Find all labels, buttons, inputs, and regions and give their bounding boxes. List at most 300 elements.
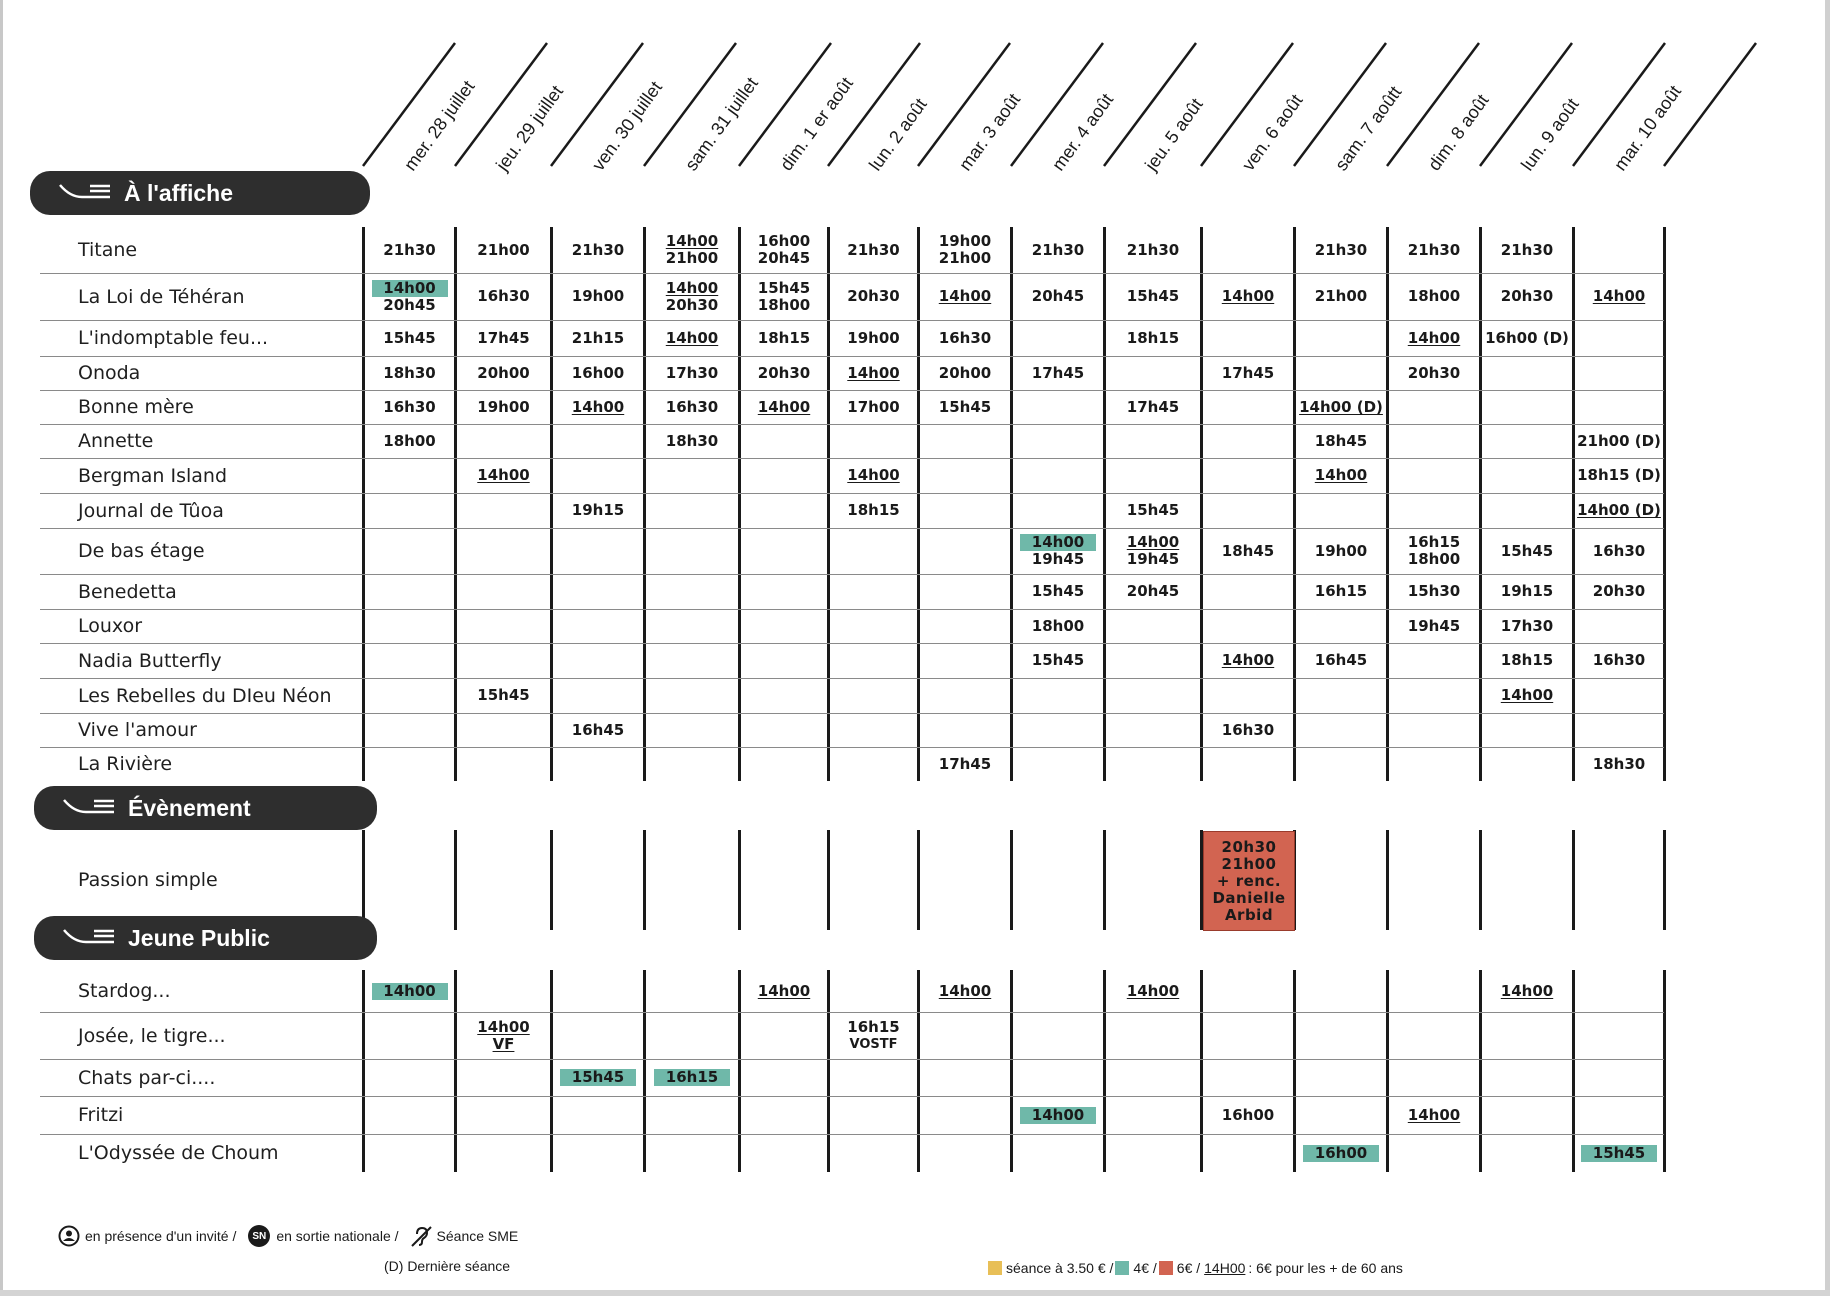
showtime-cell <box>1296 575 1386 608</box>
row-divider <box>40 747 1664 748</box>
showtime-cell <box>1106 274 1200 319</box>
showtime: 14h00 <box>1500 981 1554 1000</box>
day-label: mar. 3 août <box>955 89 1025 175</box>
column-divider <box>1103 830 1106 930</box>
showtime: 18h00 <box>1407 287 1461 305</box>
legend-senior-time: 14H00 <box>1204 1260 1246 1276</box>
showtime: 21h30 <box>1031 240 1085 259</box>
showtime-cell <box>1482 575 1572 608</box>
showtime: 14h00 <box>1592 287 1646 305</box>
date-header <box>0 0 1830 175</box>
showtime: 19h45 <box>1407 616 1461 635</box>
showtime-cell <box>830 1013 917 1058</box>
showtime: 21h00 <box>477 240 530 259</box>
showtime-cell <box>365 391 454 423</box>
showtime: 20h30 <box>665 295 719 314</box>
showtime: 18h00 <box>383 431 436 450</box>
showtime: 20h00 <box>477 363 530 382</box>
showtime-cell <box>365 357 454 389</box>
showtime: 14h00 <box>757 981 811 1000</box>
showtime-cell <box>1106 228 1200 272</box>
showtime-cell <box>1389 575 1479 608</box>
showtime: 18h00 <box>1407 550 1461 568</box>
day-label: lun. 9 août <box>1517 94 1583 175</box>
showtime-cell <box>830 228 917 272</box>
showtime-cell <box>741 228 827 272</box>
showtime: 14h00 <box>372 983 448 1000</box>
showtime-cell <box>365 425 454 457</box>
showtime-cell <box>1013 1097 1103 1133</box>
showtime: 16h00 <box>1221 1105 1275 1124</box>
showtime-cell <box>920 274 1010 319</box>
showtime: 21h00 <box>1221 854 1277 873</box>
day-label: sam. 7 aoûtt <box>1331 82 1406 175</box>
showtime: 18h30 <box>665 431 719 450</box>
showtime: 16h30 <box>665 397 719 416</box>
showtime-cell <box>741 357 827 389</box>
film-title: La Rivière <box>78 753 173 775</box>
showtime: 16h30 <box>938 328 992 347</box>
showtime-cell <box>646 425 738 457</box>
showtime: 20h45 <box>383 295 436 314</box>
column-divider <box>454 830 457 930</box>
sn-badge-icon: SN <box>248 1225 270 1247</box>
showtime: 14h00 <box>665 328 719 347</box>
showtime: 18h30 <box>1592 754 1646 773</box>
showtime-cell <box>1013 274 1103 319</box>
showtime: 15h45 <box>477 686 530 704</box>
showtime: 14h00 <box>1314 466 1368 484</box>
showtime: 16h15 <box>654 1069 730 1086</box>
film-title: Stardog... <box>78 980 171 1002</box>
showtime-cell <box>1013 610 1103 642</box>
showtime: 15h30 <box>1407 582 1461 600</box>
showtime: 19h00 <box>477 397 530 416</box>
column-divider <box>738 830 741 930</box>
showtime: 14h00 <box>1020 534 1096 551</box>
showtime: 14h00 <box>1126 533 1180 551</box>
film-title: Bonne mère <box>78 396 194 418</box>
showtime-cell <box>1203 357 1293 389</box>
showtime: 16h00 <box>757 232 811 250</box>
showtime-cell <box>1575 494 1663 527</box>
showtime: VOSTF <box>849 1036 898 1052</box>
showtime: 14h00 <box>477 466 530 484</box>
showtime-cell <box>1575 529 1663 573</box>
showtime: 21h00 (D) <box>1577 431 1661 450</box>
showtime: 21h30 <box>571 240 625 259</box>
showtime: 17h45 <box>938 754 992 773</box>
day-label: mer. 4 août <box>1048 89 1118 175</box>
column-divider <box>1572 830 1575 930</box>
showtime-cell <box>1013 575 1103 608</box>
showtime: + renc. <box>1216 871 1282 890</box>
showtime-cell <box>646 357 738 389</box>
section-header <box>34 786 377 830</box>
showtime-cell <box>457 459 550 492</box>
showtime-cell <box>1013 644 1103 677</box>
showtime-cell <box>553 494 643 527</box>
showtime-cell <box>1389 274 1479 319</box>
showtime: 20h30 <box>1221 837 1277 856</box>
legend-price-350: séance à 3.50 € / <box>1006 1260 1114 1276</box>
showtime: 21h30 <box>847 240 900 259</box>
showtime-cell <box>1203 274 1293 319</box>
showtime: 15h45 <box>1500 541 1554 560</box>
showtime-cell <box>741 321 827 355</box>
day-label: lun. 2 août <box>865 94 931 175</box>
hearing-icon <box>409 1224 433 1248</box>
showtime: 18h00 <box>757 295 811 314</box>
showtime: 17h45 <box>1126 397 1180 416</box>
showtime-cell <box>1296 459 1386 492</box>
column-divider <box>1010 970 1013 1172</box>
showtime: 17h30 <box>1500 616 1554 635</box>
showtime-cell <box>741 274 827 319</box>
showtime: 14h00 <box>847 466 900 484</box>
showtime: 19h00 <box>847 328 900 347</box>
showtime: Arbid <box>1224 905 1274 924</box>
film-title: Annette <box>78 430 154 452</box>
showtime-cell <box>1389 1097 1479 1133</box>
showtime-cell <box>920 748 1010 780</box>
day-label: dim. 1 er août <box>776 73 857 175</box>
showtime-cell <box>1482 228 1572 272</box>
showtime: 14h00 <box>1407 1105 1461 1124</box>
showtime: 14h00 <box>757 397 811 416</box>
showtime-cell <box>1203 1097 1293 1133</box>
film-title: Les Rebelles du DIeu Néon <box>78 684 332 707</box>
showtime: 17h30 <box>665 363 719 382</box>
showtime: 20h45 <box>757 249 811 267</box>
showtime: 15h45 <box>560 1069 636 1086</box>
showtime-cell <box>1575 575 1663 608</box>
showtime-cell <box>1203 644 1293 677</box>
showtime: 17h45 <box>477 328 530 347</box>
showtime: 16h00 <box>571 363 625 382</box>
header-diagonal-line <box>1664 43 1756 166</box>
legend-national: en sortie nationale / <box>276 1228 399 1244</box>
showtime: 14h00 (D) <box>1577 501 1661 519</box>
row-divider <box>40 678 1664 679</box>
showtime-cell <box>646 228 738 272</box>
showtime: 16h45 <box>1314 651 1368 669</box>
showtime-cell <box>457 357 550 389</box>
showtime: 21h00 <box>938 249 992 267</box>
showtime-cell <box>830 274 917 319</box>
column-divider <box>1200 970 1203 1172</box>
showtime-cell <box>741 971 827 1011</box>
showtime-cell <box>553 1060 643 1095</box>
showtime: 20h45 <box>1031 287 1085 305</box>
showtime: 20h30 <box>1500 287 1554 305</box>
showtime-cell <box>1296 425 1386 457</box>
day-label: mar. 10 août <box>1610 81 1686 175</box>
legend-sme: Séance SME <box>436 1228 519 1244</box>
showtime: 18h45 <box>1314 431 1368 450</box>
showtime-cell <box>1482 610 1572 642</box>
legend-prices <box>986 1260 1403 1276</box>
showtime: 15h45 <box>757 278 811 297</box>
film-title: Chats par-ci.... <box>78 1066 216 1089</box>
showtime: 14h00 <box>665 232 719 250</box>
section-header <box>34 916 377 960</box>
column-divider <box>1010 830 1013 930</box>
showtime-cell <box>1013 357 1103 389</box>
guest-icon <box>58 1225 80 1247</box>
showtime-cell <box>1575 459 1663 492</box>
fork-menu-icon <box>58 180 112 207</box>
showtime: 15h45 <box>938 397 992 416</box>
showtime-cell <box>553 274 643 319</box>
column-divider <box>1386 970 1389 1172</box>
page-edge-bottom <box>0 1290 1830 1296</box>
showtime-cell <box>1482 679 1572 712</box>
showtime: 14h00 <box>1407 328 1461 347</box>
showtime: 16h15 <box>1407 533 1461 551</box>
showtime: 20h30 <box>1592 582 1646 600</box>
showtime-cell <box>1389 529 1479 573</box>
gold-swatch <box>988 1261 1002 1275</box>
day-label: jeu. 29 juillet <box>492 81 568 175</box>
page-edge-right <box>1825 0 1830 1296</box>
showtime: 20h30 <box>1407 363 1461 382</box>
showtime: 14h00 <box>847 363 900 382</box>
showtime: 20h30 <box>847 287 900 305</box>
showtime: VF <box>492 1034 515 1053</box>
showtime-cell <box>1389 357 1479 389</box>
legend-price-4: 4€ / <box>1133 1260 1157 1276</box>
section-title: Évènement <box>128 794 251 821</box>
showtime-cell <box>1296 391 1386 423</box>
showtime-cell <box>920 321 1010 355</box>
section-header <box>30 171 370 215</box>
showtime-cell <box>1013 529 1103 573</box>
showtime-cell <box>1296 274 1386 319</box>
film-title: Vive l'amour <box>78 719 197 741</box>
showtime: 15h45 <box>383 328 436 347</box>
showtime-cell <box>553 321 643 355</box>
showtime-cell <box>646 321 738 355</box>
showtime-cell <box>830 494 917 527</box>
showtime-cell <box>1106 971 1200 1011</box>
showtime: 21h00 <box>665 249 719 267</box>
showtime-cell <box>457 228 550 272</box>
day-label: dim. 8 août <box>1424 90 1493 175</box>
showtime: 17h00 <box>847 397 900 416</box>
showtime: 14h00 <box>571 397 625 416</box>
showtime: 19h15 <box>571 501 625 519</box>
row-divider <box>40 1134 1664 1135</box>
film-title: Onoda <box>78 362 141 384</box>
showtime: 18h45 <box>1221 541 1275 560</box>
showtime-cell <box>553 228 643 272</box>
showtime: 16h15 <box>1314 582 1368 600</box>
showtime-cell <box>553 357 643 389</box>
showtime: 15h45 <box>1031 651 1085 669</box>
showtime: 19h15 <box>1500 582 1554 600</box>
showtime-cell <box>1575 274 1663 319</box>
showtime: 16h30 <box>1592 541 1646 560</box>
column-divider <box>1663 970 1666 1172</box>
film-title: La Loi de Téhéran <box>78 285 245 308</box>
showtime: 21h15 <box>571 328 625 347</box>
showtime-cell <box>1482 971 1572 1011</box>
showtime-cell <box>646 391 738 423</box>
column-divider <box>1663 830 1666 930</box>
showtime-cell <box>1575 425 1663 457</box>
showtime: 14h00 <box>372 280 448 297</box>
legend-senior-text: : 6€ pour les + de 60 ans <box>1248 1260 1403 1276</box>
showtime: 14h00 (D) <box>1299 397 1383 416</box>
showtime: 16h30 <box>1592 651 1646 669</box>
showtime: 14h00 <box>665 278 719 297</box>
showtime: 16h30 <box>477 287 530 305</box>
showtime-cell <box>1296 1135 1386 1171</box>
showtime: 19h00 <box>1314 541 1368 560</box>
showtime-cell <box>1106 391 1200 423</box>
day-label: ven. 6 août <box>1238 90 1307 175</box>
showtime: 15h45 <box>1581 1145 1657 1162</box>
column-divider <box>917 830 920 930</box>
column-divider <box>362 830 365 930</box>
column-divider <box>827 970 830 1172</box>
column-divider <box>1479 830 1482 930</box>
showtime-cell <box>646 1060 738 1095</box>
showtime-cell <box>457 274 550 319</box>
day-label: ven. 30 juillet <box>588 77 666 175</box>
showtime: 19h00 <box>938 232 992 250</box>
showtime-cell <box>457 1013 550 1058</box>
showtime: 19h45 <box>1031 550 1085 568</box>
showtime: 21h30 <box>1407 240 1461 259</box>
showtime: 18h15 <box>1126 328 1180 347</box>
showtime: 19h45 <box>1126 550 1180 568</box>
showtime: 18h00 <box>1031 616 1085 635</box>
showtime: 19h00 <box>571 287 625 305</box>
film-title: Passion simple <box>78 869 218 891</box>
showtime: 21h30 <box>1126 240 1180 259</box>
fork-menu-icon <box>62 925 116 952</box>
showtime-cell <box>365 274 454 319</box>
column-divider <box>827 830 830 930</box>
column-divider <box>1663 227 1666 781</box>
day-label: sam. 31 juillet <box>681 73 762 175</box>
showtime-cell <box>1203 714 1293 746</box>
film-title: Journal de Tûoa <box>78 499 224 522</box>
page-edge-left <box>0 0 3 1296</box>
showtime-cell <box>553 391 643 423</box>
red-swatch <box>1159 1261 1173 1275</box>
showtime: 18h15 <box>847 501 900 519</box>
film-title: Titane <box>78 239 138 261</box>
day-label: jeu. 5 août <box>1141 94 1207 175</box>
legend-guest: en présence d'un invité / <box>85 1228 237 1244</box>
showtime: 15h45 <box>1126 287 1180 305</box>
column-divider <box>1386 830 1389 930</box>
showtime: 18h15 <box>757 328 811 347</box>
legend-price-6: 6€ / <box>1176 1260 1201 1276</box>
column-divider <box>550 830 553 930</box>
showtime-cell <box>1389 228 1479 272</box>
showtime-cell <box>741 391 827 423</box>
showtime-cell <box>920 357 1010 389</box>
column-divider <box>643 830 646 930</box>
row-divider <box>40 1059 1664 1060</box>
row-divider <box>40 713 1664 714</box>
showtime: 16h30 <box>383 397 436 416</box>
showtime: 15h45 <box>1126 501 1180 519</box>
section-title: Jeune Public <box>128 924 270 951</box>
event-showtime-cell <box>1203 831 1295 931</box>
legend-line-1 <box>58 1224 518 1248</box>
showtime-cell <box>920 228 1010 272</box>
showtime: 16h15 <box>847 1017 900 1036</box>
showtime-cell <box>1389 610 1479 642</box>
showtime: 21h30 <box>1500 240 1554 259</box>
legend-last-show <box>384 1258 510 1274</box>
showtime-cell <box>920 971 1010 1011</box>
showtime-cell <box>1575 748 1663 780</box>
showtime: 18h30 <box>383 363 436 382</box>
showtime-cell <box>1106 494 1200 527</box>
showtime-cell <box>1389 321 1479 355</box>
showtime-cell <box>365 971 454 1011</box>
film-title: De bas étage <box>78 540 205 562</box>
showtime: 20h30 <box>757 363 811 382</box>
showtime: 18h15 (D) <box>1577 466 1661 484</box>
showtime-cell <box>830 391 917 423</box>
showtime: 17h45 <box>1031 363 1085 382</box>
showtime-cell <box>1575 644 1663 677</box>
showtime-cell <box>1106 575 1200 608</box>
showtime-cell <box>830 357 917 389</box>
showtime: 16h30 <box>1221 720 1275 739</box>
legend-last-text: (D) Dernière séance <box>384 1258 511 1274</box>
showtime-cell <box>1575 1135 1663 1171</box>
showtime: 20h00 <box>938 363 992 382</box>
showtime-cell <box>457 321 550 355</box>
showtime: 17h45 <box>1221 363 1275 382</box>
film-title: Josée, le tigre... <box>78 1024 226 1047</box>
showtime: 21h30 <box>1314 240 1368 259</box>
showtime-cell <box>1482 321 1572 355</box>
showtime: 16h00 <box>1303 1145 1379 1162</box>
showtime-cell <box>457 391 550 423</box>
row-divider <box>40 643 1664 644</box>
showtime-cell <box>553 714 643 746</box>
fork-menu-icon <box>62 795 116 822</box>
film-title: Fritzi <box>78 1104 124 1126</box>
showtime: 16h45 <box>571 720 625 739</box>
showtime-cell <box>1106 321 1200 355</box>
showtime: 14h00 <box>1221 287 1275 305</box>
showtime-cell <box>1482 644 1572 677</box>
column-divider <box>454 970 457 1172</box>
showtime-cell <box>830 321 917 355</box>
showtime-cell <box>1296 644 1386 677</box>
film-title: Bergman Island <box>78 464 228 487</box>
showtime: 14h00 <box>477 1017 530 1036</box>
showtime: 14h00 <box>1126 981 1180 1000</box>
showtime: 15h45 <box>1031 582 1085 600</box>
showtime: 14h00 <box>1221 651 1275 669</box>
showtime: 14h00 <box>938 287 992 305</box>
showtime-cell <box>1482 529 1572 573</box>
showtime-cell <box>1296 529 1386 573</box>
section-title: À l'affiche <box>124 179 233 206</box>
film-title: Nadia Butterfly <box>78 649 222 672</box>
